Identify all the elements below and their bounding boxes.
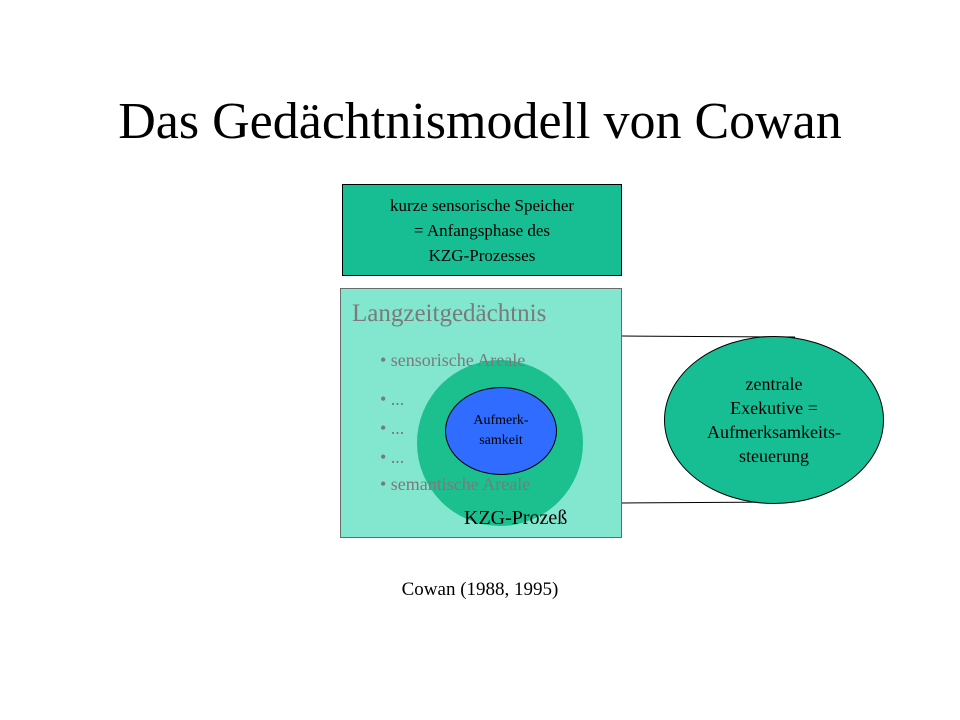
sensory-store-text: kurze sensorische Speicher = Anfangsphase des KZG-Prozesses xyxy=(389,195,575,265)
ltm-item-ellipsis-1: • ... xyxy=(380,389,405,409)
short-term-memory-process-label: KZG-Prozeß xyxy=(464,507,568,529)
long-term-memory-title: Langzeitgedächtnis xyxy=(352,300,547,327)
citation: Cowan (1988, 1995) xyxy=(401,579,559,600)
central-executive-ellipse xyxy=(664,336,884,504)
ltm-item-semantic-areas: • semantische Areale xyxy=(380,474,531,494)
ltm-item-sensory-areas: • sensorische Areale xyxy=(380,350,526,370)
page-title: Das Gedächtnismodell von Cowan xyxy=(118,93,842,150)
central-executive-label: zentrale Exekutive = Aufmerksamkeits- steuerung xyxy=(707,374,841,466)
ltm-item-ellipsis-3: • ... xyxy=(380,447,405,467)
ltm-item-ellipsis-2: • ... xyxy=(380,418,405,438)
attention-label: Aufmerk- samkeit xyxy=(473,413,529,448)
